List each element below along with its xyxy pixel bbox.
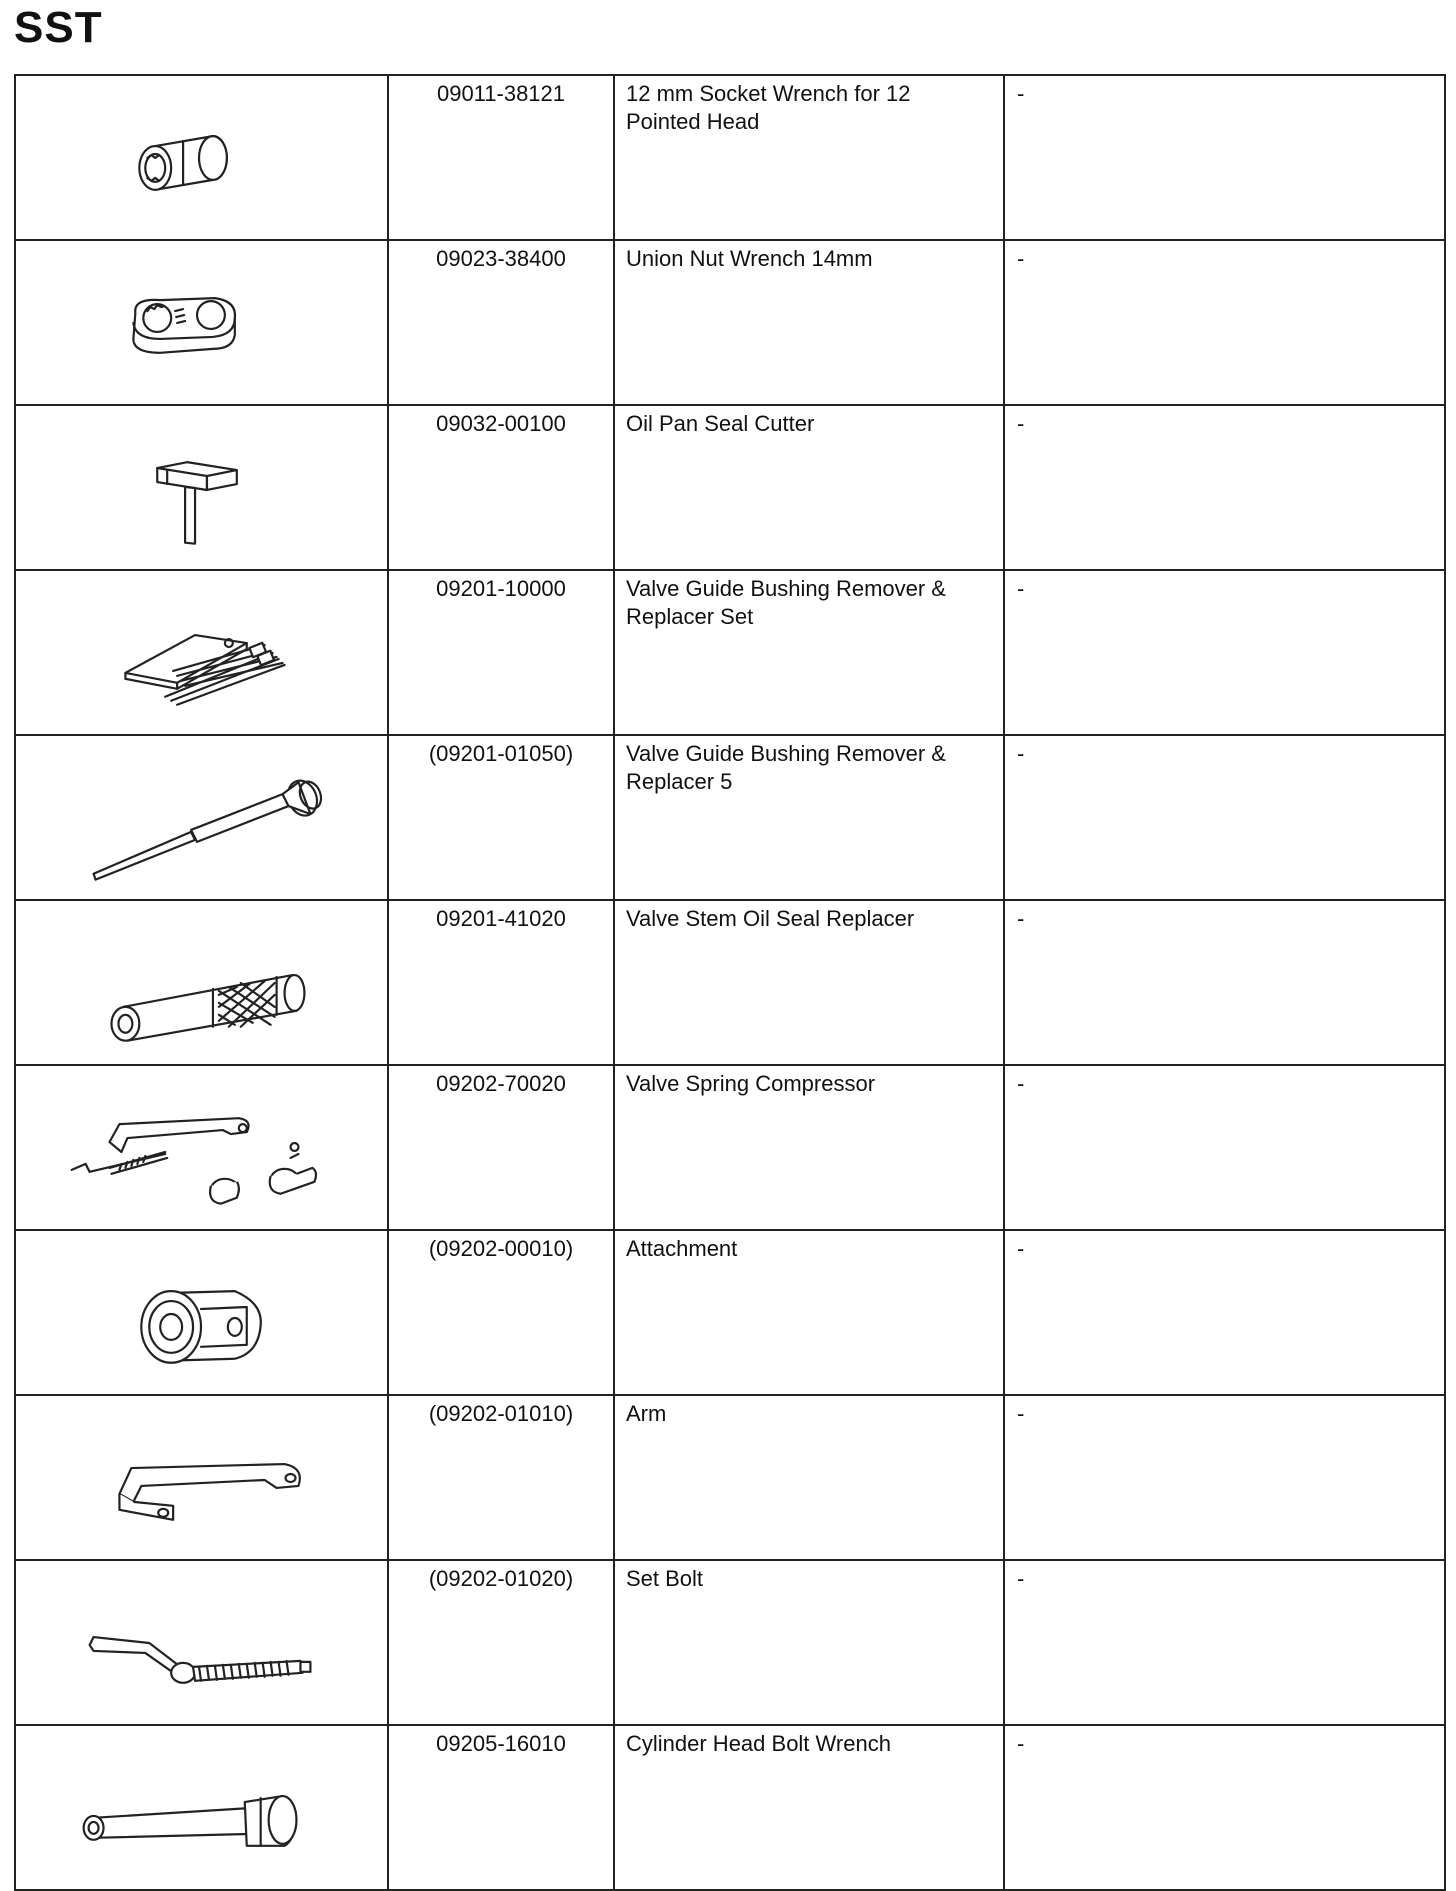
page-title: SST <box>14 3 103 52</box>
tool-note: - <box>1004 1725 1445 1890</box>
tool-illustration-cell <box>15 900 388 1065</box>
table-row <box>15 405 1445 570</box>
tool-name: Union Nut Wrench 14mm <box>614 240 1004 405</box>
attachment-icon <box>16 1231 387 1394</box>
tool-note: - <box>1004 1065 1445 1230</box>
tool-note: - <box>1004 1560 1445 1725</box>
oil-seal-replacer-icon <box>16 901 387 1064</box>
tool-illustration-cell <box>15 1725 388 1890</box>
part-number: (09202-01020) <box>388 1560 614 1725</box>
part-number: 09023-38400 <box>388 240 614 405</box>
table-row <box>15 1395 1445 1560</box>
part-number: 09201-41020 <box>388 900 614 1065</box>
tool-name: Set Bolt <box>614 1560 1004 1725</box>
tool-note: - <box>1004 900 1445 1065</box>
tool-illustration-cell <box>15 240 388 405</box>
tool-illustration-cell <box>15 570 388 735</box>
part-number: 09201-10000 <box>388 570 614 735</box>
tool-name: Attachment <box>614 1230 1004 1395</box>
part-number: (09202-00010) <box>388 1230 614 1395</box>
oil-pan-seal-cutter-icon <box>16 406 387 569</box>
tool-illustration-cell <box>15 735 388 900</box>
tool-illustration-cell <box>15 405 388 570</box>
cylinder-head-bolt-wrench-icon <box>16 1726 387 1889</box>
table-row <box>15 1065 1445 1230</box>
part-number: (09201-01050) <box>388 735 614 900</box>
tool-name: 12 mm Socket Wrench for 12 Pointed Head <box>614 75 1004 240</box>
table-row <box>15 240 1445 405</box>
tool-name: Valve Spring Compressor <box>614 1065 1004 1230</box>
tool-note: - <box>1004 1395 1445 1560</box>
tool-name: Valve Guide Bushing Remover & Replacer 5 <box>614 735 1004 900</box>
union-nut-wrench-icon <box>16 241 387 404</box>
tool-note: - <box>1004 1230 1445 1395</box>
sst-table <box>14 74 1446 1891</box>
tool-note: - <box>1004 570 1445 735</box>
tool-name: Cylinder Head Bolt Wrench <box>614 1725 1004 1890</box>
part-number: (09202-01010) <box>388 1395 614 1560</box>
table-row <box>15 1725 1445 1890</box>
valve-spring-compressor-icon <box>16 1066 387 1229</box>
part-number: 09202-70020 <box>388 1065 614 1230</box>
tool-name: Arm <box>614 1395 1004 1560</box>
tool-note: - <box>1004 405 1445 570</box>
table-row <box>15 900 1445 1065</box>
tool-illustration-cell <box>15 75 388 240</box>
part-number: 09011-38121 <box>388 75 614 240</box>
tool-name: Valve Guide Bushing Remover & Replacer Set <box>614 570 1004 735</box>
part-number: 09205-16010 <box>388 1725 614 1890</box>
arm-icon <box>16 1396 387 1559</box>
tool-note: - <box>1004 75 1445 240</box>
tool-illustration-cell <box>15 1065 388 1230</box>
bushing-remover-rod-icon <box>16 736 387 899</box>
table-row <box>15 735 1445 900</box>
tool-name: Oil Pan Seal Cutter <box>614 405 1004 570</box>
part-number: 09032-00100 <box>388 405 614 570</box>
table-row <box>15 1560 1445 1725</box>
tool-illustration-cell <box>15 1560 388 1725</box>
socket-wrench-icon <box>16 76 387 239</box>
tool-note: - <box>1004 240 1445 405</box>
table-row <box>15 1230 1445 1395</box>
set-bolt-icon <box>16 1561 387 1724</box>
tool-illustration-cell <box>15 1395 388 1560</box>
tool-name: Valve Stem Oil Seal Replacer <box>614 900 1004 1065</box>
tool-illustration-cell <box>15 1230 388 1395</box>
table-row <box>15 570 1445 735</box>
bushing-remover-set-icon <box>16 571 387 734</box>
tool-note: - <box>1004 735 1445 900</box>
table-row <box>15 75 1445 240</box>
